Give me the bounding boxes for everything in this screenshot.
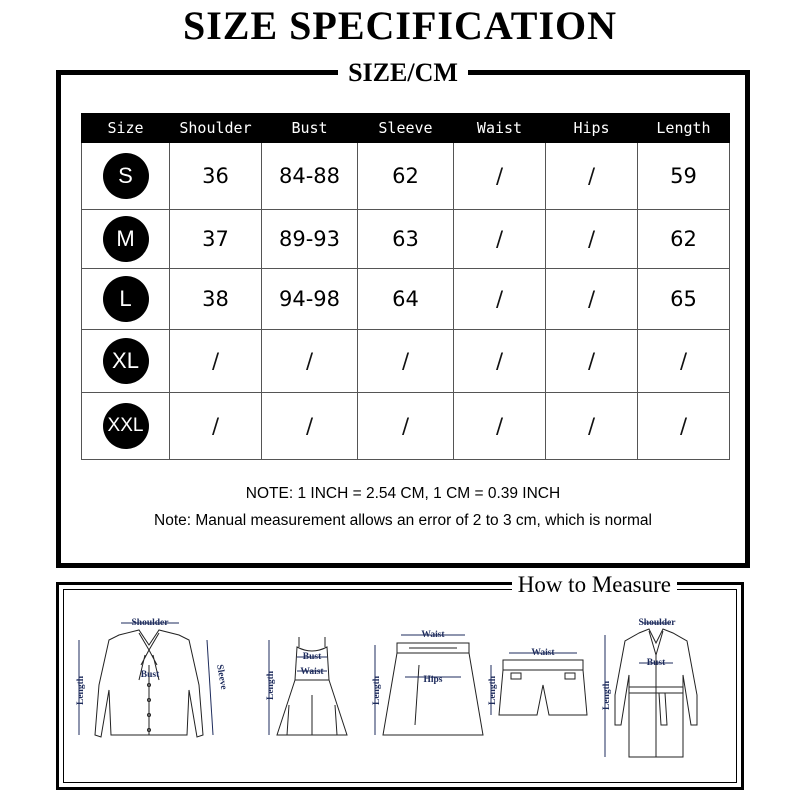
table-cell: 63 — [358, 210, 454, 269]
table-cell: / — [638, 330, 730, 393]
table-cell: / — [638, 393, 730, 460]
garment-sketches — [59, 585, 741, 787]
header-length: Length — [638, 114, 730, 143]
table-cell: 94-98 — [262, 269, 358, 330]
header-waist: Waist — [454, 114, 546, 143]
table-header-row — [82, 114, 730, 143]
table-row — [82, 393, 730, 460]
waist-label: Waist — [531, 648, 555, 658]
shoulder-label: Shoulder — [131, 618, 169, 628]
shoulder-label: Shoulder — [638, 618, 676, 628]
waist-label: Waist — [300, 667, 324, 677]
unit-label: SIZE/CM — [338, 53, 468, 93]
table-cell: 59 — [638, 143, 730, 210]
page-title: SIZE SPECIFICATION — [182, 3, 618, 48]
size-badge: M — [103, 216, 149, 262]
coat-sketch-icon — [615, 629, 697, 757]
how-to-measure-panel — [56, 572, 744, 790]
table-cell: / — [546, 330, 638, 393]
table-cell: / — [170, 393, 262, 460]
table-row — [82, 143, 730, 210]
hips-label: Hips — [423, 675, 443, 685]
size-table — [81, 113, 730, 460]
table-row — [82, 269, 730, 330]
table-cell: / — [262, 330, 358, 393]
table-cell: / — [358, 330, 454, 393]
bust-label: Bust — [302, 652, 322, 662]
length-label: Length — [488, 675, 498, 705]
table-cell: / — [262, 393, 358, 460]
header-bust: Bust — [262, 114, 358, 143]
size-badge: S — [103, 153, 149, 199]
bust-label: Bust — [140, 670, 160, 680]
length-label: Length — [76, 675, 86, 705]
how-to-measure-title: How to Measure — [512, 571, 677, 599]
table-cell: / — [454, 269, 546, 330]
table-cell: / — [546, 143, 638, 210]
table-cell: / — [546, 210, 638, 269]
size-badge: L — [103, 276, 149, 322]
table-cell: 65 — [638, 269, 730, 330]
blouse-sketch-icon — [95, 630, 203, 737]
table-row — [82, 210, 730, 269]
sleeve-label: Sleeve — [214, 663, 229, 691]
conversion-note: NOTE: 1 INCH = 2.54 CM, 1 CM = 0.39 INCH — [245, 485, 561, 502]
error-note: Note: Manual measurement allows an error of 2 to 3 cm, which is normal — [154, 512, 652, 529]
table-cell: / — [170, 330, 262, 393]
table-cell: 38 — [170, 269, 262, 330]
table-cell: 36 — [170, 143, 262, 210]
table-cell: 64 — [358, 269, 454, 330]
waist-label: Waist — [421, 630, 445, 640]
table-cell: 62 — [638, 210, 730, 269]
shorts-sketch-icon — [499, 660, 587, 715]
header-sleeve: Sleeve — [358, 114, 454, 143]
length-label: Length — [266, 670, 276, 700]
table-cell: / — [454, 330, 546, 393]
table-cell: 37 — [170, 210, 262, 269]
table-cell: 84-88 — [262, 143, 358, 210]
table-cell: 89-93 — [262, 210, 358, 269]
table-row — [82, 330, 730, 393]
skirt-sketch-icon — [383, 643, 483, 735]
header-hips: Hips — [546, 114, 638, 143]
header-size: Size — [82, 114, 170, 143]
length-label: Length — [372, 675, 382, 705]
table-cell: / — [454, 393, 546, 460]
table-cell: / — [546, 269, 638, 330]
length-label: Length — [602, 680, 612, 710]
table-cell: / — [454, 210, 546, 269]
table-cell: 62 — [358, 143, 454, 210]
size-badge: XXL — [103, 403, 149, 449]
table-cell: / — [454, 143, 546, 210]
size-badge: XL — [103, 338, 149, 384]
size-chart-frame — [56, 58, 750, 568]
bust-label: Bust — [646, 658, 666, 668]
table-cell: / — [546, 393, 638, 460]
header-shoulder: Shoulder — [170, 114, 262, 143]
table-cell: / — [358, 393, 454, 460]
